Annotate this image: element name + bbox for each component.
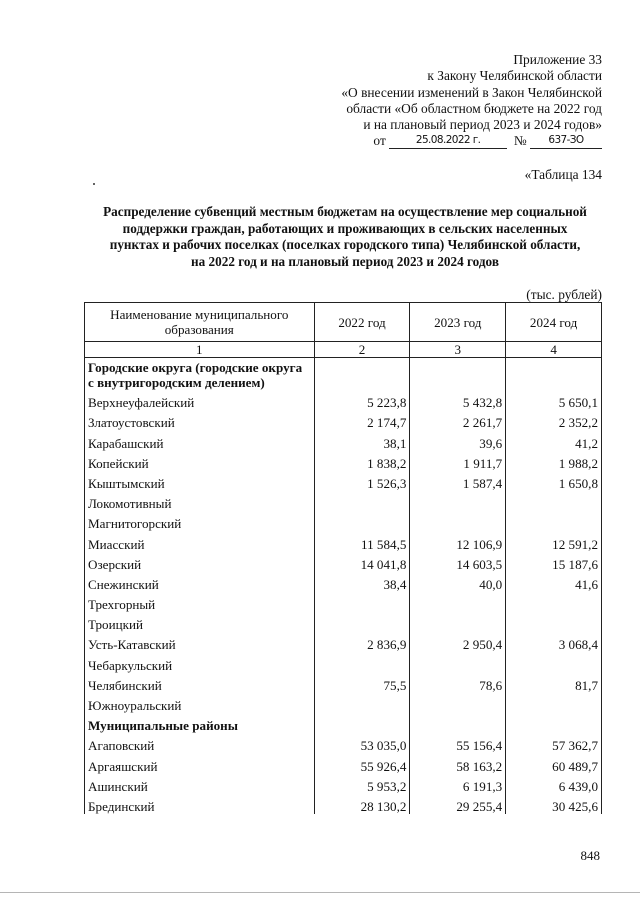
value-2023: 2 950,4	[410, 632, 506, 652]
col-number: 3	[410, 342, 506, 358]
table-row	[85, 451, 602, 471]
section-title: Муниципальные районы	[85, 713, 315, 733]
municipality-name: Агаповский	[85, 733, 315, 753]
municipality-name: Снежинский	[85, 572, 315, 592]
value-2023: 39,6	[410, 430, 506, 450]
value-2024	[506, 693, 602, 713]
municipality-name: Локомотивный	[85, 491, 315, 511]
value-2022: 38,4	[314, 572, 410, 592]
value-2023: 40,0	[410, 572, 506, 592]
table-header-row	[85, 303, 602, 342]
section-row-municipal-districts	[85, 713, 602, 733]
value-2024: 6 439,0	[506, 774, 602, 794]
municipality-name: Усть-Катавский	[85, 632, 315, 652]
units-label: (тыс. рублей)	[526, 287, 602, 302]
section-row-city-districts	[85, 358, 602, 391]
scan-dot	[93, 183, 95, 185]
value-2023	[410, 592, 506, 612]
value-2024: 1 988,2	[506, 451, 602, 471]
value-2023	[410, 652, 506, 672]
table-row	[85, 390, 602, 410]
value-2022	[314, 592, 410, 612]
appendix-number: Приложение 33	[513, 52, 602, 67]
municipality-name: Брединский	[85, 794, 315, 814]
value-2022	[314, 652, 410, 672]
value-2023: 78,6	[410, 673, 506, 693]
municipality-name: Челябинский	[85, 673, 315, 693]
table-row	[85, 753, 602, 773]
value-2023	[410, 491, 506, 511]
value-2022: 55 926,4	[314, 753, 410, 773]
header-2024: 2024 год	[506, 303, 602, 342]
municipality-name: Миасский	[85, 531, 315, 551]
appendix-header	[341, 52, 602, 150]
amendment-line-1: «О внесении изменений в Закон Челябинской	[341, 84, 602, 100]
municipality-name: Магнитогорский	[85, 511, 315, 531]
value-2024: 15 187,6	[506, 552, 602, 572]
number-field	[530, 134, 602, 149]
value-2023: 2 261,7	[410, 410, 506, 430]
value-2024	[506, 612, 602, 632]
value-2022	[314, 693, 410, 713]
value-2024: 81,7	[506, 673, 602, 693]
section-title: Городские округа (городские округа с внутригородским делением)	[85, 358, 315, 391]
value-2024: 2 352,2	[506, 410, 602, 430]
municipality-name: Аргаяшский	[85, 753, 315, 773]
number-value: 637-ЗО	[548, 134, 584, 147]
table-row	[85, 592, 602, 612]
value-2022: 53 035,0	[314, 733, 410, 753]
value-2023: 55 156,4	[410, 733, 506, 753]
value-2022	[314, 511, 410, 531]
number-prefix: №	[513, 133, 527, 149]
table-row	[85, 693, 602, 713]
value-2024: 5 650,1	[506, 390, 602, 410]
date-field	[389, 134, 507, 149]
table-reference: «Таблица 134	[524, 167, 602, 182]
table-row	[85, 632, 602, 652]
table-row	[85, 572, 602, 592]
value-2023: 29 255,4	[410, 794, 506, 814]
table-row	[85, 673, 602, 693]
title-line-4: на 2022 год и на плановый период 2023 и 2024 годов	[191, 253, 499, 269]
table-row	[85, 612, 602, 632]
value-2022: 14 041,8	[314, 552, 410, 572]
date-value: 25.08.2022 г.	[415, 134, 481, 147]
value-2023	[410, 511, 506, 531]
value-2022	[314, 612, 410, 632]
value-2024	[506, 592, 602, 612]
value-2023	[410, 693, 506, 713]
table-row	[85, 733, 602, 753]
value-2024	[506, 652, 602, 672]
value-2023: 5 432,8	[410, 390, 506, 410]
title-line-1: Распределение субвенций местным бюджетам на осуществление мер социальной	[103, 204, 587, 219]
value-2024: 60 489,7	[506, 753, 602, 773]
column-number-row	[85, 342, 602, 358]
municipality-name: Верхнеуфалейский	[85, 390, 315, 410]
amendment-line-3: и на плановый период 2023 и 2024 годов»	[363, 117, 602, 133]
subvention-table	[84, 302, 602, 814]
value-2024: 12 591,2	[506, 531, 602, 551]
municipality-name: Трехгорный	[85, 592, 315, 612]
header-2022: 2022 год	[314, 303, 410, 342]
header-2023: 2023 год	[410, 303, 506, 342]
value-2022: 28 130,2	[314, 794, 410, 814]
table-row	[85, 471, 602, 491]
date-number-line	[341, 133, 602, 149]
table-row	[85, 652, 602, 672]
page-number: 848	[580, 848, 600, 863]
value-2023: 58 163,2	[410, 753, 506, 773]
table-row	[85, 794, 602, 814]
value-2024: 3 068,4	[506, 632, 602, 652]
municipality-name: Копейский	[85, 451, 315, 471]
value-2022: 11 584,5	[314, 531, 410, 551]
municipality-name: Карабашский	[85, 430, 315, 450]
header-municipality: Наименование муниципального образования	[85, 303, 315, 342]
amendment-line-2: области «Об областном бюджете на 2022 год	[346, 100, 602, 116]
municipality-name: Озерский	[85, 552, 315, 572]
municipality-name: Троицкий	[85, 612, 315, 632]
table-row	[85, 511, 602, 531]
col-number: 4	[506, 342, 602, 358]
table-row	[85, 552, 602, 572]
table-row	[85, 410, 602, 430]
value-2023: 1 911,7	[410, 451, 506, 471]
date-prefix: от	[373, 133, 386, 149]
col-number: 1	[85, 342, 315, 358]
value-2024	[506, 491, 602, 511]
municipality-name: Кыштымский	[85, 471, 315, 491]
value-2024	[506, 511, 602, 531]
col-number: 2	[314, 342, 410, 358]
value-2022: 38,1	[314, 430, 410, 450]
value-2024: 41,6	[506, 572, 602, 592]
value-2023: 1 587,4	[410, 471, 506, 491]
value-2022: 75,5	[314, 673, 410, 693]
municipality-name: Чебаркульский	[85, 652, 315, 672]
value-2024: 30 425,6	[506, 794, 602, 814]
value-2022: 2 174,7	[314, 410, 410, 430]
municipality-name: Златоустовский	[85, 410, 315, 430]
value-2022: 5 223,8	[314, 390, 410, 410]
value-2022: 1 838,2	[314, 451, 410, 471]
table-row	[85, 531, 602, 551]
title-line-2: поддержки граждан, работающих и проживающих в сельских населенных	[122, 220, 568, 236]
title-line-3: пунктах и рабочих поселках (поселках городского типа) Челябинской области,	[109, 237, 581, 253]
value-2023	[410, 612, 506, 632]
value-2023: 6 191,3	[410, 774, 506, 794]
document-title	[80, 204, 610, 270]
table-row	[85, 491, 602, 511]
table-row	[85, 774, 602, 794]
value-2024: 1 650,8	[506, 471, 602, 491]
value-2023: 14 603,5	[410, 552, 506, 572]
municipality-name: Ашинский	[85, 774, 315, 794]
value-2022	[314, 491, 410, 511]
scan-edge-line	[0, 892, 640, 893]
value-2022: 1 526,3	[314, 471, 410, 491]
value-2024: 57 362,7	[506, 733, 602, 753]
value-2023: 12 106,9	[410, 531, 506, 551]
law-reference: к Закону Челябинской области	[427, 68, 602, 84]
value-2022: 5 953,2	[314, 774, 410, 794]
value-2022: 2 836,9	[314, 632, 410, 652]
value-2024: 41,2	[506, 430, 602, 450]
municipality-name: Южноуральский	[85, 693, 315, 713]
table-row	[85, 430, 602, 450]
